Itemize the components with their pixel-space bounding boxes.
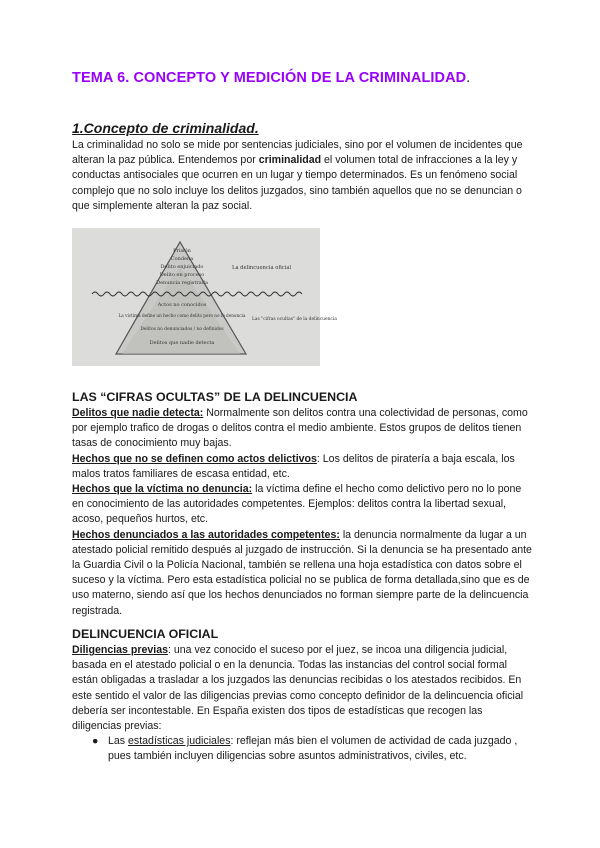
document-title	[72, 70, 470, 86]
pyramid-level-3: Delito en proceso	[159, 272, 205, 278]
item-text: Normalmente son delitos contra una colectividad de personas, como por ejemplo trafico de drogas o delitos contra el medio ambiente. Estos grupos de delitos tienen tasas de conocimiento muy bajas.	[72, 407, 528, 450]
pyramid-level-7: Delitos no denunciados / no definidos	[140, 327, 224, 332]
title-trailing-dot: .	[466, 70, 471, 86]
concepto-bold-term: criminalidad	[258, 154, 322, 167]
item-term: Hechos denunciados a las autoridades competentes:	[72, 528, 340, 541]
concepto-text-b: el volumen total de infracciones a la ley y conductas antisociales que ocurren en un lugar y tiempo determinados. Es un fenómeno social complejo que no solo incluye los delitos juzgados, sino también aquellos que no se denuncian o que simplemente alteran la paz social.	[72, 154, 522, 212]
title-text: TEMA 6. CONCEPTO Y MEDICIÓN DE LA CRIMINALIDAD	[72, 70, 467, 86]
bullet-dot-icon: ●	[92, 735, 99, 747]
list-item	[72, 482, 534, 528]
list-item	[72, 528, 534, 619]
pyramid-level-0: Prisión	[173, 248, 191, 254]
pyramid-level-8: Delitos que nadie detecta	[149, 340, 215, 346]
pyramid-level-2: Delito enjuiciado	[160, 264, 204, 270]
pyramid-level-1: Condena	[170, 256, 194, 262]
item-term: Hechos que la víctima no denuncia:	[72, 483, 253, 496]
bullet-text	[108, 734, 532, 764]
item-term: Delitos que nadie detecta:	[72, 407, 204, 419]
section-heading-delincuencia-oficial: DELINCUENCIA OFICIAL	[72, 627, 219, 641]
section-heading-concepto: 1.Concepto de criminalidad.	[72, 120, 259, 136]
diligencias-text: : una vez conocido el suceso por el juez, se incoa una diligencia judicial, basada en el atestado policial o en la denuncia. Todas las instancias del control social formal están obligadas a trasladar a los juzgados las denuncias recibidas o los atestados recibidos. En este sentido el valor de las diligencias previas como concepto definidor de la delincuencia oficial debería ser incontestable. En España existen dos tipos de estadísticas que recogen las diligencias previas:	[72, 644, 524, 733]
bullet-item-estadisticas	[92, 734, 532, 764]
bullet-prefix: Las	[108, 735, 129, 747]
diligencias-term: Diligencias previas	[72, 644, 168, 656]
bullet-body: : reflejan más bien el volumen de actividad de cada juzgado , pues también incluyen diligencias sobre asuntos administrativos, civiles, etc.	[108, 735, 518, 763]
list-item	[72, 406, 534, 452]
item-text: la denuncia normalmente da lugar a un atestado policial remitido después al juzgado de instrucción. Si la denuncia se ha presentado ante la Guardia Civil o la Policía Nacional, también se rellena una hoja estadística con datos sobre el suceso y la víctima. Pero esta estadística policial no se publica de forma detallada,sino que es de uso materno, siendo así que los hechos denunciados no forman siempre parte de la delincuencia registrada.	[72, 528, 532, 617]
label-delincuencia-oficial: La delincuencia oficial	[232, 265, 292, 271]
pyramid-level-4: Denuncia registrada	[156, 280, 208, 286]
paragraph-delincuencia-oficial	[72, 643, 534, 734]
concepto-text-a: La criminalidad no solo se mide por sentencias judiciales, sino por el volumen de incidentes que alteran la paz pública. Entendemos por	[72, 139, 523, 167]
section-heading-cifras-ocultas: LAS “CIFRAS OCULTAS” DE LA DELINCUENCIA	[72, 390, 358, 404]
pyramid-figure	[72, 228, 337, 366]
item-text: la víctima define el hecho como delictivo pero no lo pone en conocimiento de las autoridades competentes. Ejemplos: delitos contra la libertad sexual, acoso, pequeños hurtos, etc.	[72, 483, 522, 526]
pyramid-level-6: La víctima define un hecho como delito pero no lo denuncia	[118, 313, 246, 318]
paragraph-cifras-ocultas	[72, 406, 534, 619]
paragraph-concepto	[72, 138, 534, 214]
list-item	[72, 452, 534, 482]
bullet-underlined-term: estadísticas judiciales	[128, 735, 231, 747]
item-term: Hechos que no se definen como actos delictivos	[72, 452, 317, 465]
pyramid-level-5: Actos no conocidos	[157, 302, 207, 308]
label-cifras-ocultas: Las "cifras ocultas" de la delincuencia	[252, 317, 337, 322]
item-text: : Los delitos de piratería a baja escala, los malos tratos familiares de escasa entidad, etc.	[72, 452, 515, 480]
pyramid-diagram	[72, 228, 337, 366]
